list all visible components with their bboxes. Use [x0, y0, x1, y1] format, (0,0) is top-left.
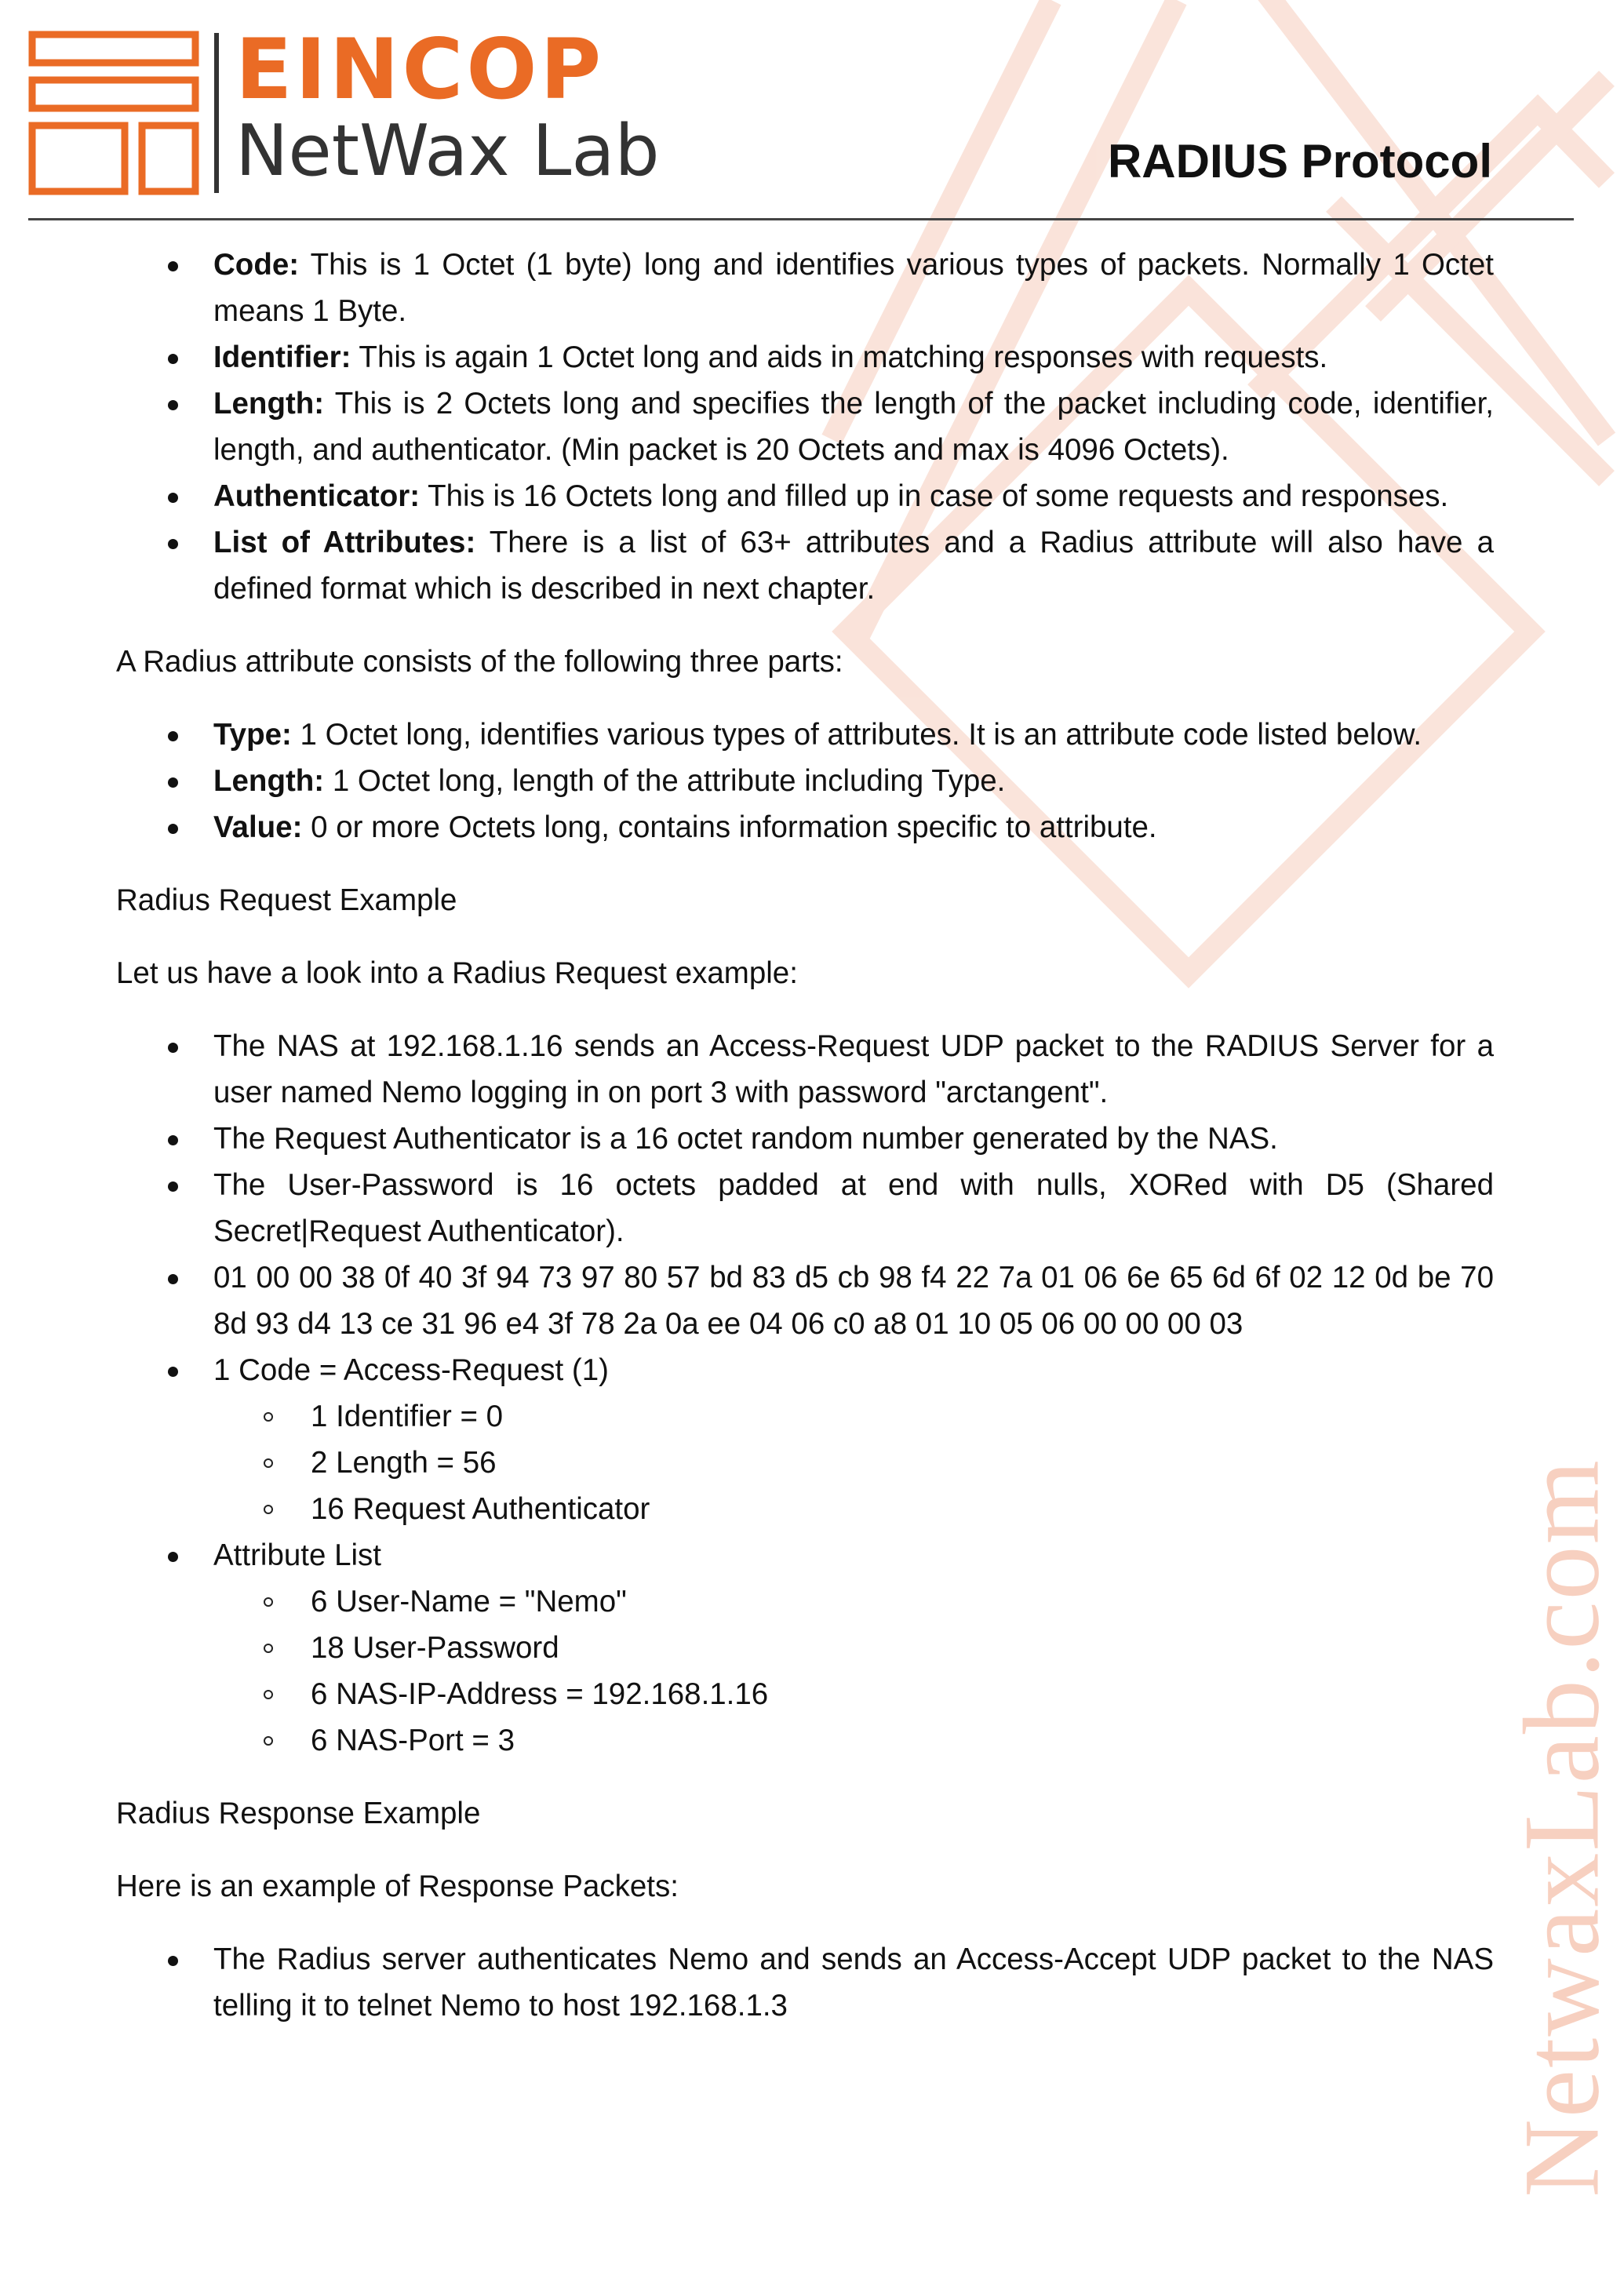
list-item: The Radius server authenticates Nemo and sends an Access-Accept UDP packet to the NAS telling it to telnet Nemo to host 192.168.1.3	[116, 1936, 1494, 2029]
brand-subtitle: NetWax Lab	[235, 110, 660, 192]
description: This is 2 Octets long and specifies the length of the packet including code, identifier, length, and authenticator. (Min packet is 20 Octets and max is 4096 Octets).	[213, 387, 1494, 467]
list-item	[116, 758, 1494, 804]
term: Authenticator:	[213, 479, 421, 513]
description: This is 1 Octet (1 byte) long and identifies various types of packets. Normally 1 Octet means 1 Byte.	[213, 248, 1494, 328]
response-heading: Radius Response Example	[116, 1797, 481, 1830]
response-intro: Here is an example of Response Packets:	[116, 1870, 679, 1903]
sub-list-item: 6 NAS-Port = 3	[116, 1717, 1494, 1764]
brand-name: EINCOP	[235, 21, 605, 118]
description: 1 Octet long, length of the attribute including Type.	[332, 764, 1006, 798]
description: This is 16 Octets long and filled up in case of some requests and responses.	[428, 479, 1449, 513]
sub-list-item: 18 User-Password	[116, 1625, 1494, 1671]
packet-fields-list	[116, 242, 1494, 612]
list-item: The User-Password is 16 octets padded at end with nulls, XORed with D5 (Shared Secret|Request Authenticator).	[116, 1162, 1494, 1254]
list-item: Attribute List	[116, 1532, 1494, 1578]
sub-list-item: 1 Identifier = 0	[116, 1393, 1494, 1440]
term: Length:	[213, 387, 325, 421]
list-item	[116, 334, 1494, 380]
hex-dump-item: 01 00 00 38 0f 40 3f 94 73 97 80 57 bd 83 d5 cb 98 f4 22 7a 01 06 6e 65 6d 6f 02 12 0d be 70 8d 93 d4 13 ce 31 96 e4 3f 78 2a 0a ee 04 06 c0 a8 01 10 05 06 00 00 00 03	[116, 1254, 1494, 1347]
header-divider	[28, 218, 1574, 220]
description: 1 Octet long, identifies various types of attributes. It is an attribute code listed below.	[300, 718, 1422, 752]
eincop-logo-icon	[28, 28, 224, 196]
list-item	[116, 712, 1494, 758]
attribute-parts-list	[116, 712, 1494, 850]
sub-list-item: 6 NAS-IP-Address = 192.168.1.16	[116, 1671, 1494, 1717]
list-item	[116, 804, 1494, 850]
list-item	[116, 242, 1494, 334]
sub-list-item: 6 User-Name = "Nemo"	[116, 1578, 1494, 1625]
list-item	[116, 519, 1494, 612]
request-intro: Let us have a look into a Radius Request example:	[116, 956, 798, 990]
term: Type:	[213, 718, 292, 752]
list-item: The NAS at 192.168.1.16 sends an Access-Request UDP packet to the RADIUS Server for a user named Nemo logging in on port 3 with password "arctangent".	[116, 1023, 1494, 1116]
response-list	[116, 1936, 1494, 2029]
request-heading: Radius Request Example	[116, 883, 457, 917]
list-item	[116, 473, 1494, 519]
sub-list-item: 16 Request Authenticator	[116, 1486, 1494, 1532]
term: List of Attributes:	[213, 526, 476, 559]
term: Value:	[213, 810, 303, 844]
document-body	[116, 242, 1494, 2029]
document-title: RADIUS Protocol	[1107, 135, 1492, 188]
list-item	[116, 380, 1494, 473]
term: Length:	[213, 764, 325, 798]
watermark-text: NetwaxLab.com	[1501, 1458, 1622, 2197]
request-list	[116, 1023, 1494, 1764]
description: This is again 1 Octet long and aids in matching responses with requests.	[359, 340, 1328, 374]
list-item: 1 Code = Access-Request (1)	[116, 1347, 1494, 1393]
term: Code:	[213, 248, 300, 282]
attribute-intro: A Radius attribute consists of the following three parts:	[116, 645, 843, 679]
term: Identifier:	[213, 340, 351, 374]
list-item: The Request Authenticator is a 16 octet random number generated by the NAS.	[116, 1116, 1494, 1162]
description: There is a list of 63+ attributes and a Radius attribute will also have a defined format which is described in next chapter.	[213, 526, 1494, 606]
sub-list-item: 2 Length = 56	[116, 1440, 1494, 1486]
description: 0 or more Octets long, contains information specific to attribute.	[311, 810, 1157, 844]
